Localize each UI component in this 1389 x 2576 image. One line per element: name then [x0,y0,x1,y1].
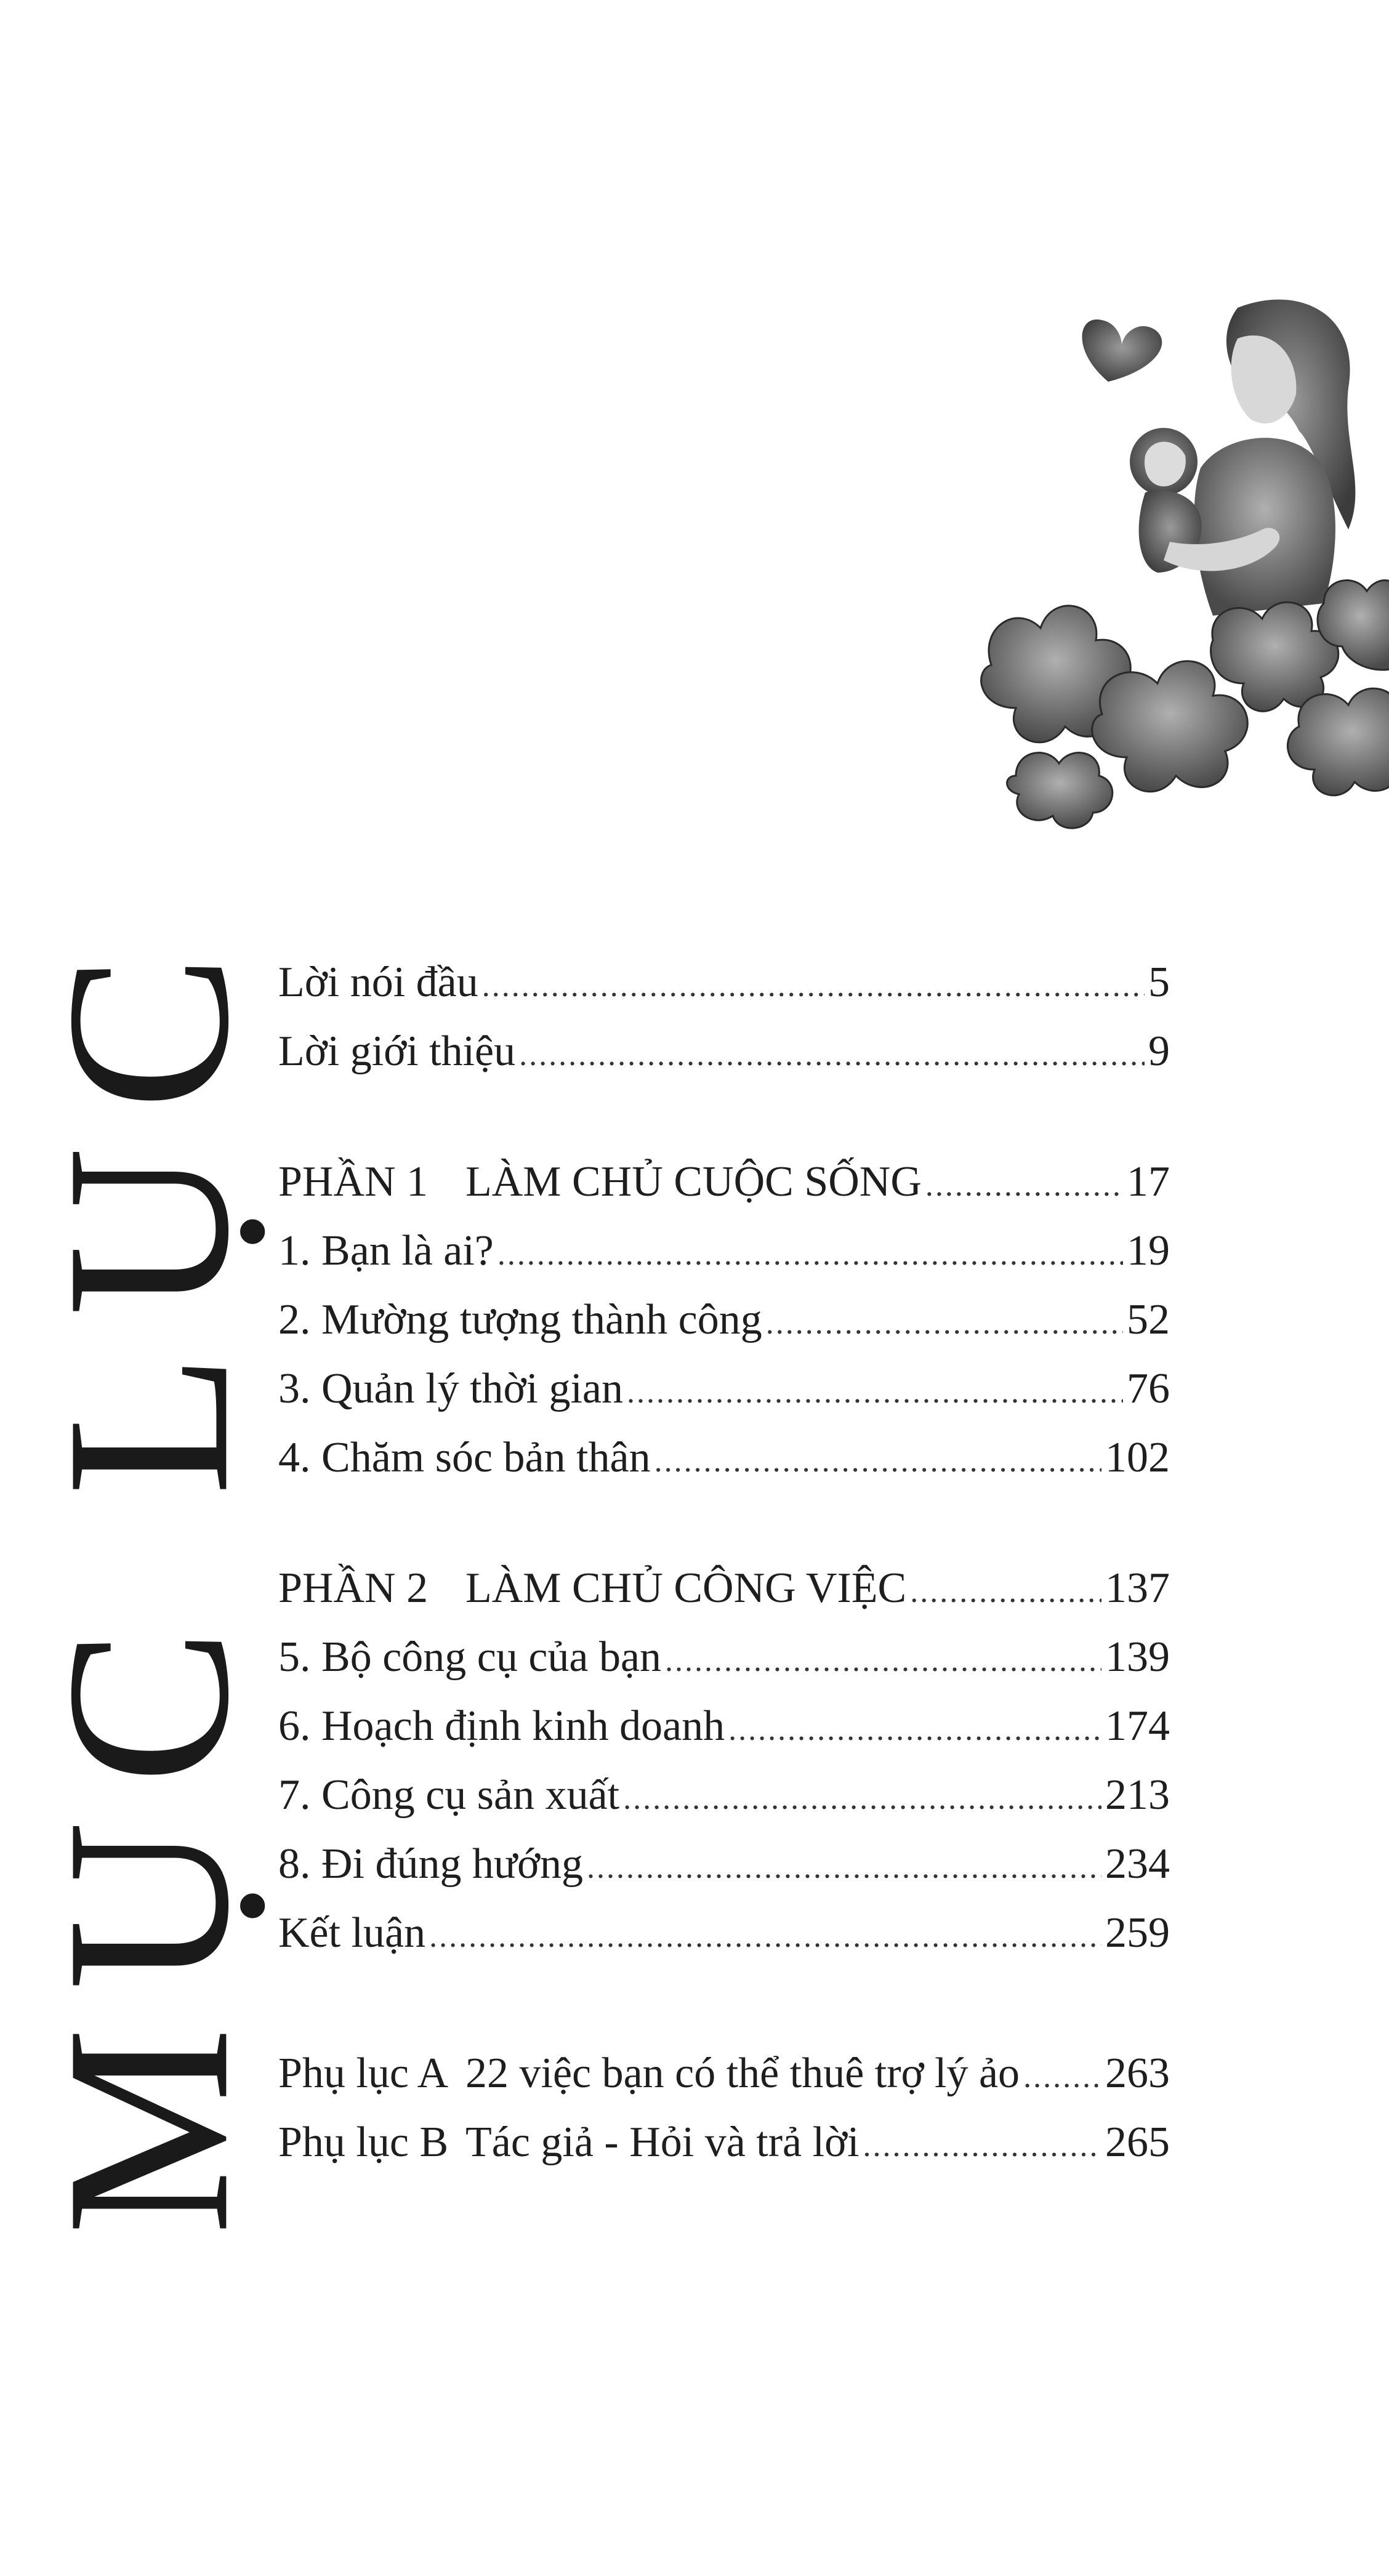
toc-appendix-b[interactable] [278,2108,1170,2177]
appendix-label: Phụ lục B [278,2119,449,2166]
part-title: LÀM CHỦ CUỘC SỐNG [465,1158,922,1205]
toc-chapter-2[interactable] [278,1286,1170,1354]
toc-chapter-4[interactable] [278,1423,1170,1492]
dot-leader [623,1765,1101,1833]
chapter-title: 2. Mường tượng thành công [278,1296,762,1343]
dot-leader [766,1289,1123,1358]
dot-leader [482,952,1145,1021]
toc-entry-title: Lời nói đầu [278,959,478,1006]
toc-entry-page: 174 [1105,1702,1170,1750]
chapter-title: Kết luận [278,1909,426,1957]
toc-entry-page: 259 [1105,1909,1170,1957]
dot-leader [863,2112,1101,2181]
dot-leader [910,1558,1101,1627]
part-label: PHẦN 2 [278,1564,429,1612]
toc-entry-introduction[interactable] [278,1017,1170,1086]
chapter-title: 4. Chăm sóc bản thân [278,1434,651,1481]
toc-entry-foreword[interactable] [278,948,1170,1017]
dot-leader [925,1151,1123,1220]
toc-chapter-1[interactable] [278,1217,1170,1286]
chapter-title: 8. Đi đúng hướng [278,1840,583,1888]
toc-entry-page: 213 [1105,1771,1170,1819]
dot-leader [1023,2043,1101,2112]
chapter-title: 3. Quản lý thời gian [278,1365,623,1412]
toc-entry-page: 5 [1148,959,1170,1006]
toc-chapter-6[interactable] [278,1692,1170,1761]
toc-entry-page: 263 [1105,2050,1170,2097]
dot-leader [519,1021,1145,1090]
toc-entry-title: Lời giới thiệu [278,1028,516,1075]
dot-leader [728,1696,1101,1765]
toc-chapter-8[interactable] [278,1830,1170,1899]
side-title-text: MỤC LỤC [18,917,278,2236]
mother-child-illustration [979,283,1389,837]
toc-entry-page: 137 [1105,1564,1170,1612]
toc-entry-page: 265 [1105,2119,1170,2166]
appendix-title: Tác giả - Hỏi và trả lời [465,2119,860,2166]
heart-icon [1082,320,1162,382]
toc-chapter-5[interactable] [278,1623,1170,1692]
toc-conclusion[interactable] [278,1899,1170,1968]
toc-entry-page: 52 [1127,1296,1170,1343]
side-title [18,917,278,2236]
chapter-title: 5. Bộ công cụ của bạn [278,1633,662,1681]
toc-appendix-a[interactable] [278,2039,1170,2108]
chapter-title: 1. Bạn là ai? [278,1227,494,1274]
toc-part-1[interactable] [278,1148,1170,1217]
chapter-title: 6. Hoạch định kinh doanh [278,1702,725,1750]
appendix-label: Phụ lục A [278,2050,449,2097]
toc-entry-page: 234 [1105,1840,1170,1888]
part-title: LÀM CHỦ CÔNG VIỆC [465,1564,907,1612]
dot-leader [587,1833,1101,1902]
toc-entry-page: 19 [1127,1227,1170,1274]
toc-chapter-3[interactable] [278,1354,1170,1423]
appendix-title: 22 việc bạn có thể thuê trợ lý ảo [465,2050,1020,2097]
table-of-contents [278,948,1170,2177]
toc-entry-page: 9 [1148,1028,1170,1075]
toc-entry-page: 102 [1105,1434,1170,1481]
toc-entry-page: 139 [1105,1633,1170,1681]
toc-entry-page: 76 [1127,1365,1170,1412]
dot-leader [497,1220,1123,1289]
chapter-title: 7. Công cụ sản xuất [278,1771,620,1819]
dot-leader [429,1902,1101,1971]
toc-part-2[interactable] [278,1554,1170,1623]
dot-leader [665,1627,1101,1696]
toc-entry-page: 17 [1127,1158,1170,1205]
part-label: PHẦN 1 [278,1158,429,1205]
dot-leader [654,1427,1101,1496]
dot-leader [627,1358,1123,1427]
toc-chapter-7[interactable] [278,1761,1170,1830]
